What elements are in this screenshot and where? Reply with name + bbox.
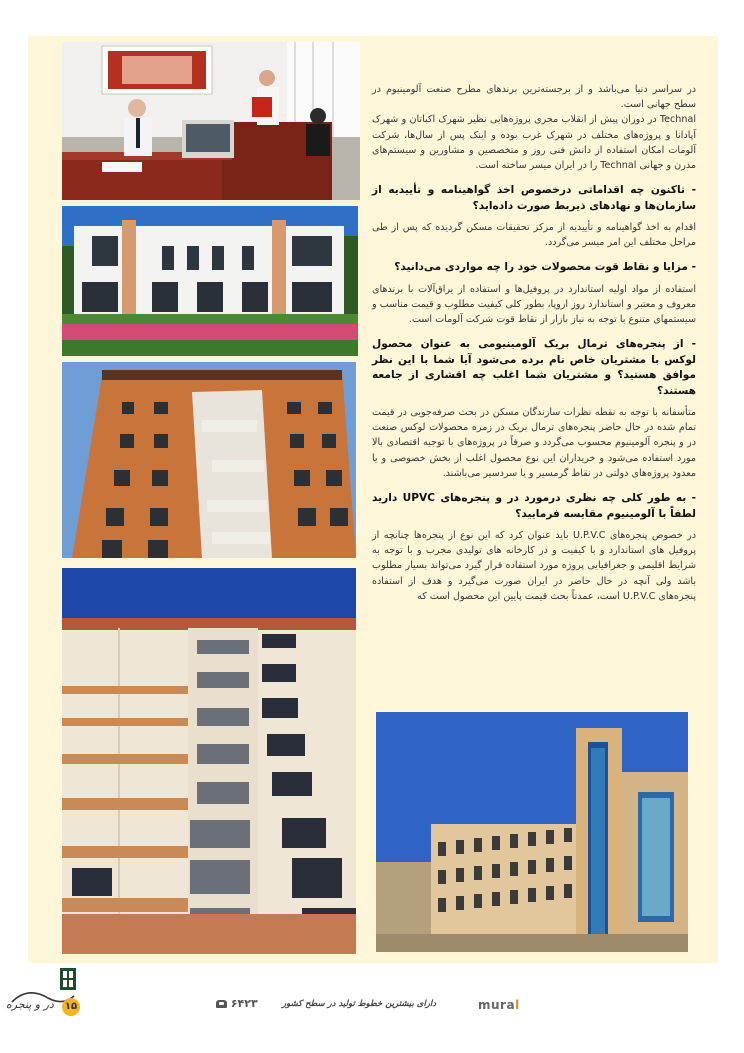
question-certificates: - تاکنون چه اقداماتی درخصوص اخذ گواهینامه و تأییدیه از سازمان‌ها و نهادهای ذیربط صورت داده‌اید؟ [372,184,696,212]
page-number-badge: ۱۵ [62,998,80,1016]
phone-value: ۶۴۲۳ [230,997,258,1010]
tower-building-photo [62,568,356,954]
article-text-column [372,82,696,604]
question-strengths: - مزایا و نقاط قوت محصولات خود را چه مواردی می‌دانید؟ [394,261,696,274]
office-photo [62,42,360,200]
phone-icon [216,1000,227,1008]
intro-paragraph: در سراسر دنیا می‌باشد و از برجسته‌ترین برندهای مطرح صنعت آلومینیوم در سطح جهانی است. [372,84,696,111]
answer-strengths: استفاده از مواد اولیه استاندارد در پروفیل‌ها و استفاده از یراق‌آلات با برندهای معروف و معتبر و استاندارد روز اروپا، بطور کلی کیفیت مطلوب و قیمت مناسب و سیستمهای متنوع با توجه به نیاز بازار از نقاط قوت شرکت آلومات است. [372,283,696,326]
magazine-name: در و پنجره [6,998,54,1011]
answer-thermal-break: متأسفانه با توجه به نقطه نظرات سازندگان مسکن در بحث صرفه‌جویی در قیمت تمام شده در حال حاضر پنجره‌های ترمال بریک در زمره محصولات لوکس صنعت در و پنجره آلومینیوم محسوب می‌گردد و صرفاً در پروژه‌های با توجیه اقتصادی بالا مورد استفاده می‌شود و خریداران این نوع محصول اغلب از بخش خصوصی و یا معدود پروژه‌های دولتی در نقاط گرمسیر و یا سردسیر می‌باشند. [372,407,696,479]
brand-logo [478,998,520,1012]
tiled-building-photo [376,712,688,952]
question-thermal-break: - از پنجره‌های ترمال بریک آلومینیومی به عنوان محصول لوکس با مشتریان خاص نام برده می‌شود آیا شما با این نظر موافق هستید؟ و مشتریان شما اغلب چه اقشاری از جامعه هستند؟ [372,338,696,397]
phone-number [212,997,258,1010]
answer-upvc: در خصوص پنجره‌های U.P.V.C باید عنوان کرد که این نوع از پنجره‌ها چنانچه از پروفیل های استاندارد و با کیفیت و در کارخانه های تولیدی مجرب و با توجه به شرایط اقلیمی و جغرافیایی پروژه مورد استفاده قرار گیرد می‌تواند بسیار مطلوب باشد ولی آنچه در حال حاضر در ایران صورت می‌گیرد و هدف از استفاده پنجره‌های U.P.V.C است، عمدتاً بحث قیمت پایین این محصول است که [372,529,696,602]
brick-building-photo [62,362,356,558]
brand-accent: l [515,998,520,1012]
technal-paragraph: Technal در دوران پیش از انقلاب مجری پروژه‌هایی نظیر شهرک اکباتان و شهرک آپادانا و پروژه‌های مختلف در شهرک غرب بوده و اینک پس از سال‌ها، شرکت آلومات امکان استفاده از دانش فنی روز و متخصصین و مشاورین و سیستم‌های مدرن و جهانی Technal را در ایران میسر ساخته است. [372,114,696,172]
answer-certificates: اقدام به اخذ گواهینامه و تأییدیه از مرکز تحقیقات مسکن گردیده که پس از طی مراحل مختلف این امر میسر می‌گردد. [372,222,696,249]
white-villa-photo [62,206,358,356]
question-upvc: - به طور کلی چه نظری درمورد در و پنجره‌های UPVC دارید لطفاً با آلومینیوم مقایسه فرمایید؟ [372,492,697,520]
brand-name: mura [478,998,516,1012]
footer-tagline: دارای بیشترین خطوط تولید در سطح کشور [282,999,437,1009]
